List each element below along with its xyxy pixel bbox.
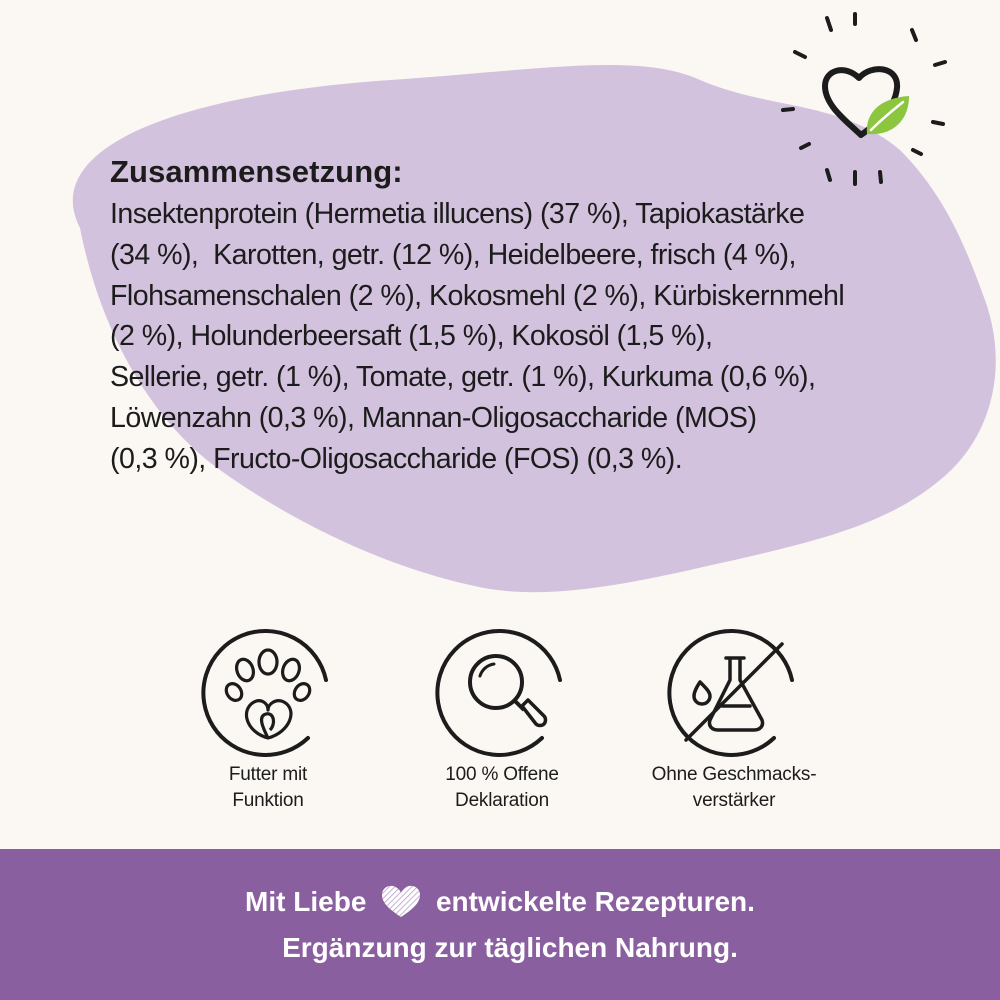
banner-text: Mit Liebe [245,886,367,917]
magnifier-icon [432,620,572,760]
composition-heading: Zusammensetzung: [110,154,403,189]
feature-label-line: Ohne Geschmacks- [651,764,817,785]
composition-text [110,194,950,480]
composition-line: (34 %), Karotten, getr. (12 %), Heidelbeere, frisch (4 %), [110,238,796,271]
feature-function [158,620,378,814]
composition-block [110,152,950,480]
composition-line: Löwenzahn (0,3 %), Mannan-Oligosaccharide (MOS) [110,401,757,434]
composition-line: (0,3 %), Fructo-Oligosaccharide (FOS) (0,3 %). [110,442,683,475]
heart-icon [380,884,422,918]
banner-line-2: Ergänzung zur täglichen Nahrung. [282,932,738,963]
feature-row [0,620,1000,830]
feature-label [158,762,378,814]
feature-label-line: verstärker [692,790,776,811]
no-flask-icon [664,620,804,760]
feature-label-line: Deklaration [455,790,549,811]
banner-line-1 [0,882,1000,922]
feature-label-line: Futter mit [228,764,308,785]
feature-label [392,762,612,814]
composition-line: (2 %), Holunderbeersaft (1,5 %), Kokosöl (1,5 %), [110,320,713,353]
feature-label [624,762,844,814]
composition-line: Insektenprotein (Hermetia illucens) (37 %), Tapiokastärke [110,198,805,230]
feature-no-enhancer [624,620,844,814]
feature-label-line: Funktion [232,790,304,811]
banner-text: entwickelte Rezepturen. [435,886,755,917]
feature-declaration [392,620,612,814]
bottom-banner [0,849,1000,1000]
feature-label-line: 100 % Offene [445,764,559,785]
paw-heart-icon [198,620,338,760]
composition-line: Sellerie, getr. (1 %), Tomate, getr. (1 %), Kurkuma (0,6 %), [110,361,816,394]
composition-line: Flohsamenschalen (2 %), Kokosmehl (2 %), Kürbiskernmehl [110,279,845,312]
